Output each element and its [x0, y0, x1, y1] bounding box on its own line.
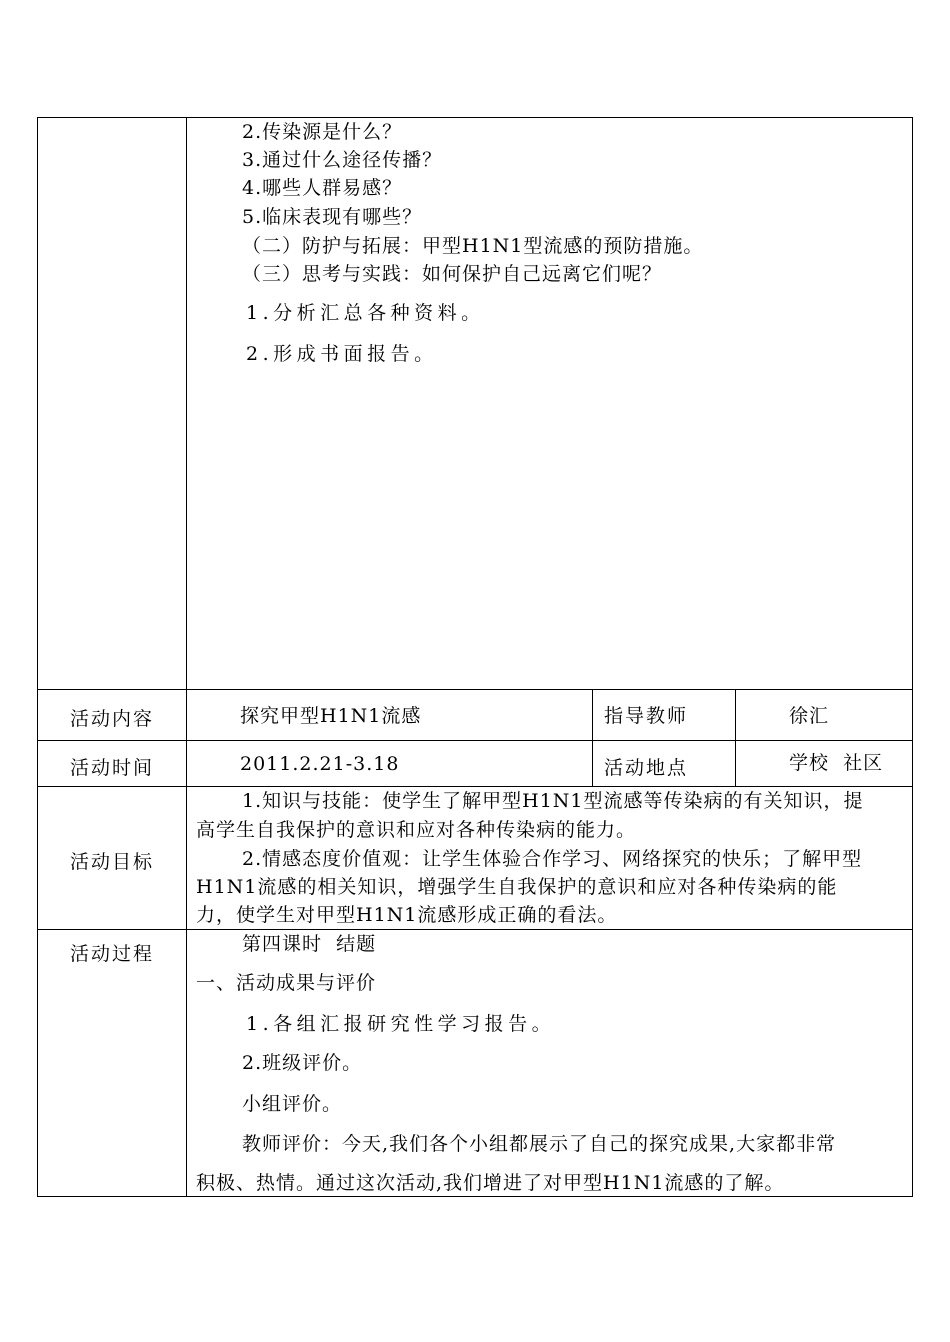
goal-line: 高学生自我保护的意识和应对各种传染病的能力。	[196, 819, 637, 841]
table-row-divider	[37, 740, 913, 741]
table-border-left	[37, 117, 38, 1197]
row-label-process: 活动过程	[70, 943, 155, 965]
content-line: （二）防护与拓展：甲型H1N1型流感的预防措施。	[242, 235, 704, 257]
table-column-divider	[186, 117, 187, 1197]
row-label-goal: 活动目标	[70, 851, 155, 873]
process-line: 1.各组汇报研究性学习报告。	[246, 1013, 556, 1035]
table-column-divider	[592, 689, 593, 787]
table-row-divider	[37, 689, 913, 690]
content-line: 4.哪些人群易感？	[242, 177, 403, 199]
content-line: 1.分析汇总各种资料。	[246, 302, 485, 324]
row-label-time: 活动时间	[70, 757, 155, 779]
goal-line: 力，使学生对甲型H1N1流感形成正确的看法。	[196, 904, 618, 926]
content-line: 3.通过什么途径传播？	[242, 149, 443, 171]
table-border-top	[37, 117, 913, 118]
content-line: 2.形成书面报告。	[246, 343, 438, 365]
process-line: 积极、热情。通过这次活动,我们增进了对甲型H1N1流感的了解。	[196, 1172, 785, 1194]
label-location: 活动地点	[604, 757, 689, 779]
content-line: （三）思考与实践：如何保护自己远离它们呢？	[242, 263, 663, 285]
process-line: 一、活动成果与评价	[196, 972, 377, 994]
table-row-divider	[37, 786, 913, 787]
content-line: 2.传染源是什么？	[242, 121, 403, 143]
table-row-divider	[37, 929, 913, 930]
process-line: 小组评价。	[242, 1093, 343, 1115]
row-label-content: 活动内容	[70, 708, 155, 730]
activity-location: 学校 社区	[789, 752, 884, 774]
goal-line: H1N1流感的相关知识，增强学生自我保护的意识和应对各种传染病的能	[196, 876, 838, 898]
activity-dates: 2011.2.21-3.18	[240, 753, 400, 775]
table-border-bottom	[37, 1196, 913, 1197]
process-line: 2.班级评价。	[242, 1052, 363, 1074]
process-line: 第四课时 结题	[242, 933, 377, 955]
goal-line: 1.知识与技能：使学生了解甲型H1N1型流感等传染病的有关知识，提	[242, 790, 864, 812]
label-instructor: 指导教师	[604, 705, 689, 727]
content-line: 5.临床表现有哪些？	[242, 206, 423, 228]
instructor-name: 徐汇	[789, 705, 830, 727]
activity-topic: 探究甲型H1N1流感	[240, 705, 422, 727]
process-line: 教师评价：今天,我们各个小组都展示了自己的探究成果,大家都非常	[242, 1133, 837, 1155]
goal-line: 2.情感态度价值观：让学生体验合作学习、网络探究的快乐；了解甲型	[242, 848, 863, 870]
table-column-divider	[735, 689, 736, 787]
table-border-right	[912, 117, 913, 1197]
